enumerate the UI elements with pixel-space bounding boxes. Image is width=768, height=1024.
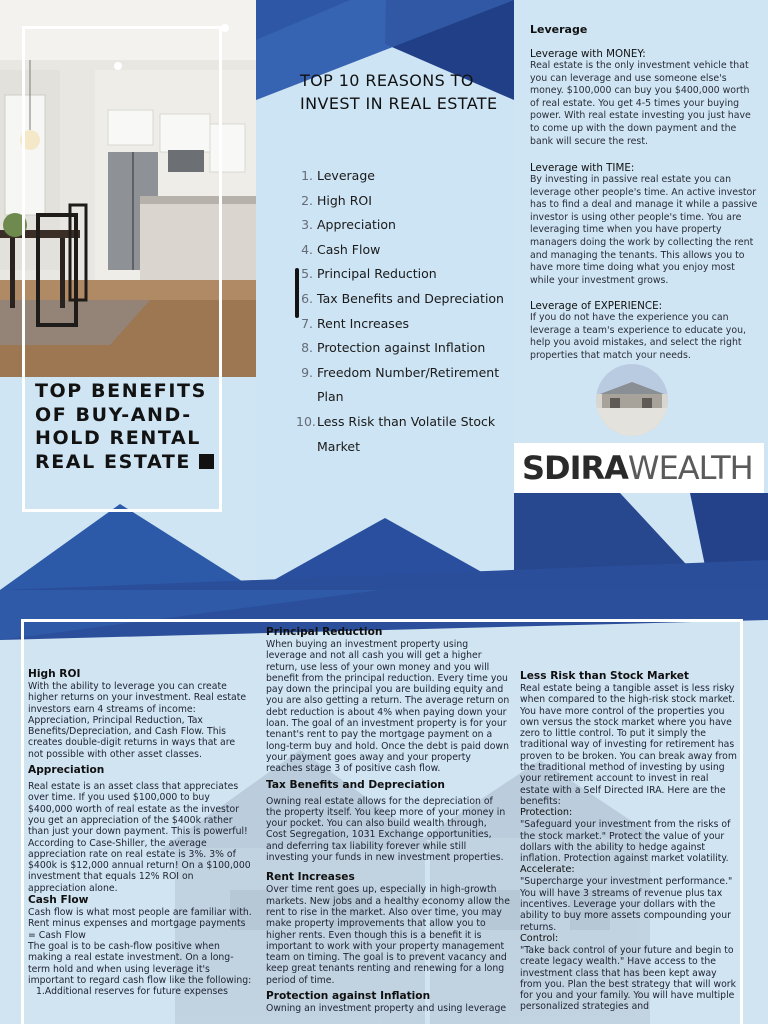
reason-item [296, 189, 506, 214]
leverage-experience-title: Leverage of EXPERIENCE: [530, 300, 663, 312]
accelerate-text: "Supercharge your investment performance." You will have 3 streams of revenue plus tax incentives. Leverage your dollars with the ability to buy more assets compounding your returns. [520, 876, 733, 933]
reason-number: 6. [301, 290, 313, 306]
high-roi-text: With the ability to leverage you can create higher returns on your investment. Real estate investors earn 4 streams of income: Appreciation, Principal Reduction, Tax Benefits/Depreciation, and Cash Flow. This creates double-digit returns in ways that are not possible with other asset classes. [28, 681, 247, 760]
square-bullet-icon [199, 454, 214, 469]
appreciation-text: Real estate is an asset class that appreciates over time. If you used $100,000 to buy $400,000 worth of real estate as the investor you get an appreciation of the $400k rather than just your down payment. This is powerful! According to Case-Shiller, the average appreciation rate on real estate is 3%. 3% of $400k is $12,000 annual return! On a $100,000 investment that equals 12% ROI on appreciation alone. [28, 781, 251, 894]
reason-item [296, 361, 506, 410]
reason-number: 9. [301, 364, 313, 380]
hero-title: TOP BENEFITS OF BUY-AND-HOLD RENTAL REAL ESTATE [35, 380, 245, 474]
less-risk-heading: Less Risk than Stock Market [520, 670, 689, 682]
column-right [520, 670, 738, 1013]
reasons-title: TOP 10 REASONS TO INVEST IN REAL ESTATE [300, 71, 498, 113]
leverage-time [530, 162, 758, 287]
reason-item [296, 164, 506, 189]
logo-part1: SDIRA [522, 449, 628, 487]
reason-item [296, 410, 506, 459]
reason-number: 10. [296, 413, 316, 429]
rent-text: Over time rent goes up, especially in high-growth markets. New jobs and a healthy economy allow the rent to rise in the market. Also over time, you may make property improvements that allow you to higher rents. Even though this is a benefit it is important to work with your property management team on timing. The goal is to prevent vacancy and keep great tenants renting and renewing for a long period of time. [266, 884, 510, 986]
protection-title: Protection: [520, 807, 573, 819]
cash-flow-list-item: 1.Additional reserves for future expenses [36, 986, 228, 998]
leverage-experience-text: If you do not have the experience you can leverage a team's experience to educate you, help you avoid mistakes, and select the right properties that match your needs. [530, 312, 746, 361]
reason-item [296, 238, 506, 263]
leverage-money-text: Real estate is the only investment vehicle that you can leverage and use someone else's money. $100,000 can buy you $400,000 worth of real estate. You get 4-5 times your buying power. With real estate investing you just have to come up with the down payment and the bank will secure the rest. [530, 60, 751, 147]
leverage-experience [530, 300, 758, 362]
reason-label: Cash Flow [317, 241, 381, 257]
less-risk-text: Real estate being a tangible asset is less risky when compared to the high-risk stock market. You have more control of the properties you own versus the stock market where you have zero to little control. To put it simply the traditional way of investing for retirement has proven to be broken. You can break away from the traditional method of investing by using your retirement account to invest in real estate with a Self Directed IRA. Here are the benefits: [520, 683, 737, 807]
reason-item [296, 262, 506, 287]
reason-label: Less Risk than Volatile Stock Market [317, 413, 496, 454]
leverage-time-text: By investing in passive real estate you can leverage other people's time. An active investor has to find a deal and manage it while a passive investor is using other people's time. You are leveraging time when you have property managers doing the work by collecting the rent and managing the tenants. This allows you to have more time doing what you enjoy most while your investment grows. [530, 174, 758, 286]
reason-number: 3. [301, 217, 313, 233]
reason-item [296, 213, 506, 238]
cash-flow-text-2: Rent minus expenses and mortgage payments = Cash Flow [28, 918, 246, 941]
reason-number: 5. [301, 266, 313, 282]
reasons-list [296, 164, 506, 459]
reason-number: 8. [301, 340, 313, 356]
column-left [28, 668, 252, 997]
protection-text: "Safeguard your investment from the risks of the stock market." Protect the value of your dollars with the ability to hedge against inflation. Protection against market volatility. [520, 819, 731, 865]
reason-number: 7. [301, 315, 313, 331]
reason-number: 1. [301, 168, 313, 183]
reason-label: Tax Benefits and Depreciation [317, 290, 504, 306]
kitchen-photo [0, 0, 256, 377]
sdira-logo [514, 443, 764, 493]
reason-item [296, 312, 506, 337]
logo-part2: WEALTH [627, 449, 753, 487]
reason-label: Leverage [317, 168, 375, 183]
reason-item [296, 336, 506, 361]
inflation-heading: Protection against Inflation [266, 990, 431, 1003]
reason-number: 4. [301, 241, 313, 257]
reason-number: 2. [301, 192, 313, 208]
control-text: "Take back control of your future and begin to create legacy wealth." Have access to the investment class that has been kept away from you. Plan the best strategy that will work for you and your family. You will have multiple personalized strategies and [520, 944, 736, 1013]
reason-item [296, 287, 506, 312]
leverage-heading: Leverage [530, 23, 588, 36]
inflation-text: Owning an investment property and using leverage [266, 1003, 507, 1015]
reason-label: Appreciation [317, 217, 396, 233]
appreciation-heading: Appreciation [28, 764, 105, 777]
high-roi-heading: High ROI [28, 668, 81, 680]
rent-heading: Rent Increases [266, 871, 355, 884]
cash-flow-text-1: Cash flow is what most people are familiar with. [28, 907, 252, 919]
leverage-money [530, 48, 758, 148]
column-middle [266, 626, 510, 1014]
tax-text: Owning real estate allows for the depreciation of the property itself. You keep more of your money in your pocket. You can also build wealth through, Cost Segregation, 1031 Exchange opportunities, and deferring tax liability forever while still investing your funds in new investment properties. [266, 795, 506, 864]
cash-flow-heading: Cash Flow [28, 894, 89, 907]
principal-text: When buying an investment property using leverage and not all cash you will get a higher return, use less of your own money and you will benefit from the principal reduction. Every time you pay down the principal you are building equity and you are also getting a return. The average return on debt reduction is about 4% when paying down your loan. The goal of an investment property is for your tenant's rent to pay the mortgage payment on a long-term buy and hold. Once the debt is paid down your payment goes away and your property reaches stage 3 of positive cash flow. [266, 639, 510, 775]
reason-label: Principal Reduction [317, 266, 437, 282]
cash-flow-text-3: The goal is to be cash-flow positive when making a real estate investment. On a long-term hold and when using leverage it's important to regard cash flow like the following: [28, 940, 252, 986]
reason-label: Freedom Number/Retirement Plan [317, 364, 500, 405]
accelerate-title: Accelerate: [520, 864, 575, 876]
reason-label: High ROI [317, 192, 372, 208]
reason-label: Rent Increases [317, 315, 410, 331]
house-thumbnail [596, 364, 668, 436]
control-title: Control: [520, 932, 559, 944]
leverage-time-title: Leverage with TIME: [530, 162, 635, 174]
reason-label: Protection against Inflation [317, 340, 486, 356]
principal-heading: Principal Reduction [266, 626, 383, 638]
tax-heading: Tax Benefits and Depreciation [266, 778, 445, 791]
leverage-money-title: Leverage with MONEY: [530, 48, 646, 60]
